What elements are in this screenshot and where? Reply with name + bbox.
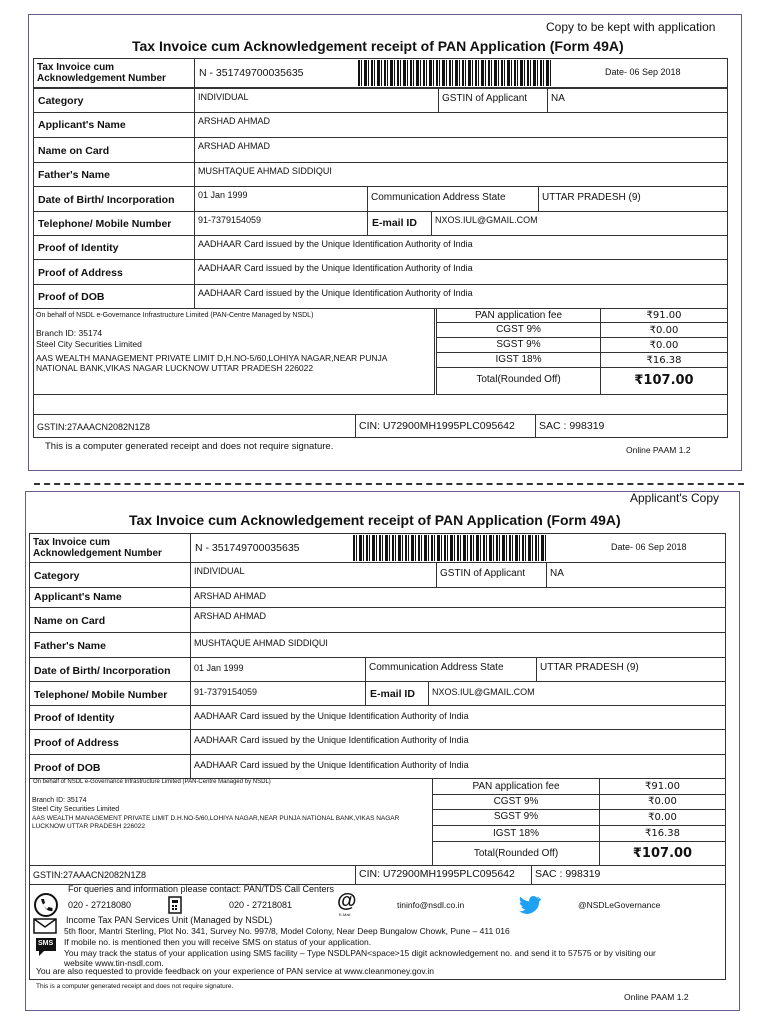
- igst-label: IGST 18%: [436, 352, 601, 368]
- cut-line: [34, 483, 744, 485]
- dob-value: 01 Jan 1999: [194, 186, 368, 212]
- applicant-name-value: ARSHAD AHMAD: [194, 112, 728, 138]
- dob-label: Date of Birth/ Incorporation: [33, 186, 195, 212]
- fee-label: PAN application fee: [436, 308, 601, 323]
- fee-value: ₹91.00: [600, 308, 728, 323]
- sms-line2: You may track the status of your application using SMS facility – Type NSDLPAN<space>15 digit acknowledgement no. and send it to 57575 or by visiting our: [64, 948, 656, 958]
- sgst-label: SGST 9%: [436, 337, 601, 353]
- igst-value: ₹16.38: [600, 352, 728, 368]
- category-value: INDIVIDUAL: [190, 562, 437, 588]
- category-label: Category: [29, 562, 191, 588]
- top-copy-tag: Copy to be kept with application: [546, 20, 716, 34]
- sac-cell: SAC : 998319: [535, 414, 728, 438]
- name-on-card-label: Name on Card: [29, 607, 191, 633]
- fax-icon: [166, 895, 186, 915]
- poi-value: AADHAAR Card issued by the Unique Identification Authority of India: [194, 235, 728, 260]
- branch-block: [29, 778, 433, 866]
- podob-label: Proof of DOB: [29, 754, 191, 779]
- poa-label: Proof of Address: [33, 259, 195, 285]
- name-on-card-value: ARSHAD AHMAD: [190, 607, 726, 633]
- father-name-value: MUSHTAQUE AHMAD SIDDIQUI: [194, 162, 728, 187]
- total-value: ₹107.00: [599, 841, 726, 866]
- on-behalf-text: On behalf of NSDL e-Governance Infrastructure Limited (PAN-Centre Managed by NSDL): [36, 312, 314, 319]
- branch-name: Steel City Securities Limited: [36, 339, 142, 349]
- dob-value: 01 Jan 1999: [190, 657, 366, 682]
- contact-email: tininfo@nsdl.co.in: [397, 900, 465, 910]
- podob-value: AADHAAR Card issued by the Unique Identification Authority of India: [190, 754, 726, 779]
- branch-address-line2: NATIONAL BANK,VIKAS NAGAR LUCKNOW UTTAR PRADESH 226022: [36, 363, 314, 373]
- sgst-value: ₹0.00: [600, 337, 728, 353]
- gstin-applicant-label: GSTIN of Applicant: [438, 88, 548, 113]
- fee-spacer: [33, 394, 728, 415]
- bottom-title: Tax Invoice cum Acknowledgement receipt of PAN Application (Form 49A): [129, 512, 621, 528]
- applicant-name-value: ARSHAD AHMAD: [190, 587, 726, 608]
- name-on-card-value: ARSHAD AHMAD: [194, 137, 728, 163]
- sms-line1: If mobile no. is mentioned then you will receive SMS on status of your application.: [64, 937, 372, 947]
- poi-value: AADHAAR Card issued by the Unique Identification Authority of India: [190, 705, 726, 730]
- branch-address-line2: LUCKNOW UTTAR PRADESH 226022: [32, 823, 145, 830]
- phone1: 020 - 27218080: [68, 900, 132, 910]
- fee-label: PAN application fee: [432, 778, 600, 795]
- barcode-image: [353, 535, 548, 561]
- comm-state-label: Communication Address State: [367, 186, 539, 212]
- computer-note: This is a computer generated receipt and does not require signature.: [36, 983, 234, 990]
- ack-number: N - 351749700035635: [195, 542, 300, 554]
- email-at-icon: @: [337, 890, 357, 912]
- branch-name: Steel City Securities Limited: [32, 806, 120, 813]
- phone-label: Telephone/ Mobile Number: [33, 211, 195, 236]
- poa-label: Proof of Address: [29, 729, 191, 755]
- dob-label: Date of Birth/ Incorporation: [29, 657, 191, 682]
- igst-value: ₹16.38: [599, 825, 726, 842]
- total-label: Total(Rounded Off): [436, 367, 601, 395]
- total-value: ₹107.00: [600, 367, 728, 395]
- applicant-name-label: Applicant's Name: [29, 587, 191, 608]
- branch-block: [33, 308, 435, 395]
- phone-value: 91-7379154059: [194, 211, 368, 236]
- poa-value: AADHAAR Card issued by the Unique Identification Authority of India: [190, 729, 726, 755]
- office-address: 5th floor, Mantri Sterling, Plot No. 341, Survey No. 997/8, Model Colony, Near Deep Bungalow Chowk, Pune – 411 016: [64, 926, 510, 936]
- igst-label: IGST 18%: [432, 825, 600, 842]
- poa-value: AADHAAR Card issued by the Unique Identification Authority of India: [194, 259, 728, 285]
- sgst-value: ₹0.00: [599, 809, 726, 826]
- email-label: E-mail ID: [367, 211, 432, 236]
- email-label: E-mail ID: [365, 681, 429, 706]
- father-name-value: MUSHTAQUE AHMAD SIDDIQUI: [190, 632, 726, 658]
- ack-label-cell: Tax Invoice cum Acknowledgement Number: [29, 533, 191, 563]
- cin-cell: CIN: U72900MH1995PLC095642: [355, 865, 532, 885]
- cin-cell: CIN: U72900MH1995PLC095642: [355, 414, 536, 438]
- gstin-applicant-label: GSTIN of Applicant: [436, 562, 547, 588]
- category-value: INDIVIDUAL: [194, 88, 439, 113]
- comm-state-value: UTTAR PRADESH (9): [536, 657, 726, 682]
- name-on-card-label: Name on Card: [33, 137, 195, 163]
- date: Date- 06 Sep 2018: [605, 67, 681, 77]
- gstin-cell: GSTIN:27AAACN2082N1Z8: [33, 414, 356, 438]
- phone2: 020 - 27218081: [229, 900, 293, 910]
- category-label: Category: [33, 88, 195, 113]
- cgst-label: CGST 9%: [432, 794, 600, 810]
- feedback-text: You are also requested to provide feedback on your experience of PAN service at www.cleanmoney.gov.in: [36, 966, 434, 976]
- total-label: Total(Rounded Off): [432, 841, 600, 866]
- podob-label: Proof of DOB: [33, 284, 195, 309]
- gstin-applicant-value: NA: [546, 562, 726, 588]
- twitter-handle: @NSDLeGovernance: [578, 900, 661, 910]
- ack-number: N - 351749700035635: [199, 67, 304, 79]
- phone-label: Telephone/ Mobile Number: [29, 681, 191, 706]
- gstin-cell: GSTIN:27AAACN2082N1Z8: [29, 865, 356, 885]
- branch-id: Branch ID: 35174: [36, 328, 103, 338]
- computer-note: This is a computer generated receipt and does not require signature.: [45, 441, 334, 452]
- applicant-name-label: Applicant's Name: [33, 112, 195, 138]
- phone-icon: [34, 893, 58, 917]
- poi-label: Proof of Identity: [29, 705, 191, 730]
- comm-state-label: Communication Address State: [365, 657, 537, 682]
- queries-text: For queries and information please contact: PAN/TDS Call Centers: [68, 884, 334, 894]
- ack-number-cell: [194, 58, 728, 88]
- branch-address-line1: AAS WEALTH MANAGEMENT PRIVATE LIMIT D.H.NO-5/60,LOHIYA NAGAR,NEAR PUNJA NATIONAL BANK,VIKAS NAGAR: [32, 815, 400, 822]
- twitter-icon: [519, 896, 541, 914]
- father-name-label: Father's Name: [33, 162, 195, 187]
- date: Date- 06 Sep 2018: [611, 542, 687, 552]
- sms-tag: SMS: [38, 940, 54, 947]
- podob-value: AADHAAR Card issued by the Unique Identification Authority of India: [194, 284, 728, 309]
- barcode-image: [358, 60, 553, 86]
- email-tag: E-Mail: [339, 912, 351, 917]
- ack-number-cell: [190, 533, 726, 563]
- bottom-copy-tag: Applicant's Copy: [630, 491, 720, 505]
- branch-address-line1: AAS WEALTH MANAGEMENT PRIVATE LIMIT D,H.NO-5/60,LOHIYA NAGAR,NEAR PUNJA: [36, 353, 388, 363]
- mail-envelope-icon: [33, 918, 57, 934]
- gstin-applicant-value: NA: [547, 88, 728, 113]
- email-value: NXOS.IUL@GMAIL.COM: [428, 681, 726, 706]
- branch-id: Branch ID: 35174: [32, 797, 87, 804]
- cgst-value: ₹0.00: [600, 322, 728, 338]
- sms-line3: website www.tin-nsdl.com.: [64, 958, 164, 968]
- sgst-label: SGST 9%: [432, 809, 600, 826]
- on-behalf-text: On behalf of NSDL e-Governance Infrastructure Limited (PAN-Centre Managed by NSDL): [33, 779, 271, 785]
- top-title: Tax Invoice cum Acknowledgement receipt of PAN Application (Form 49A): [132, 38, 624, 54]
- fee-value: ₹91.00: [599, 778, 726, 795]
- ack-label-cell: Tax Invoice cum Acknowledgement Number: [33, 58, 195, 88]
- poi-label: Proof of Identity: [33, 235, 195, 260]
- office-name: Income Tax PAN Services Unit (Managed by NSDL): [66, 915, 273, 925]
- cgst-label: CGST 9%: [436, 322, 601, 338]
- version-label: Online PAAM 1.2: [626, 445, 691, 455]
- version-label: Online PAAM 1.2: [624, 992, 689, 1002]
- cgst-value: ₹0.00: [599, 794, 726, 810]
- email-value: NXOS.IUL@GMAIL.COM: [431, 211, 728, 236]
- comm-state-value: UTTAR PRADESH (9): [538, 186, 728, 212]
- sac-cell: SAC : 998319: [531, 865, 726, 885]
- father-name-label: Father's Name: [29, 632, 191, 658]
- phone-value: 91-7379154059: [190, 681, 366, 706]
